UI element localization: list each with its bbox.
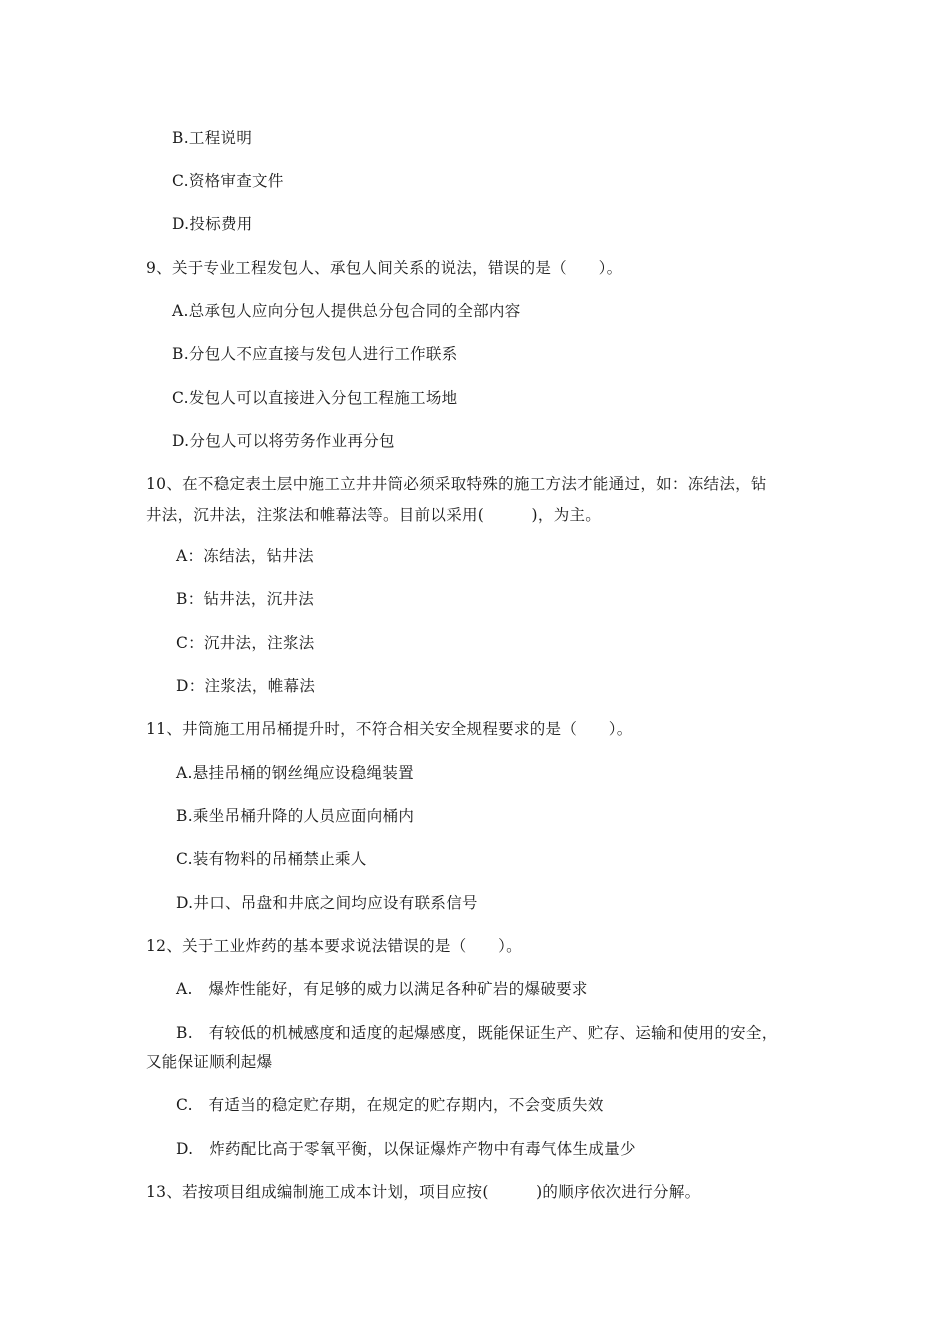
q9-option-d: D.分包人可以将劳务作业再分包 [172, 432, 395, 450]
q10-stem-line-2: 井法，沉井法，注浆法和帷幕法等。目前以采用( )，为主。 [146, 506, 602, 524]
q10-option-b: B：钻井法，沉井法 [176, 590, 315, 608]
q11-stem: 11、井筒施工用吊桶提升时，不符合相关安全规程要求的是（ ）。 [146, 720, 633, 738]
q11-option-b: B.乘坐吊桶升降的人员应面向桶内 [176, 807, 415, 825]
q8-option-b: B.工程说明 [172, 129, 253, 147]
q12-option-d: D. 炸药配比高于零氧平衡，以保证爆炸产物中有毒气体生成量少 [176, 1140, 636, 1158]
q10-stem-line-1: 10、在不稳定表土层中施工立井井筒必须采取特殊的施工方法才能通过，如：冻结法，钻 [146, 475, 767, 493]
q10-option-a: A：冻结法，钻井法 [176, 547, 314, 565]
q9-option-a: A.总承包人应向分包人提供总分包合同的全部内容 [172, 302, 521, 320]
q12-option-b-line-1: B. 有较低的机械感度和适度的起爆感度，既能保证生产、贮存、运输和使用的安全， [176, 1024, 778, 1042]
q10-option-d: D：注浆法，帷幕法 [176, 677, 316, 695]
q8-option-d: D.投标费用 [172, 215, 253, 233]
q12-option-c: C. 有适当的稳定贮存期，在规定的贮存期内，不会变质失效 [176, 1096, 604, 1114]
q9-stem: 9、关于专业工程发包人、承包人间关系的说法，错误的是（ ）。 [146, 259, 623, 277]
q12-option-b-line-2: 又能保证顺利起爆 [146, 1053, 273, 1071]
q9-option-b: B.分包人不应直接与发包人进行工作联系 [172, 345, 458, 363]
q12-stem: 12、关于工业炸药的基本要求说法错误的是（ ）。 [146, 937, 522, 955]
q13-stem: 13、若按项目组成编制施工成本计划，项目应按( )的顺序依次进行分解。 [146, 1183, 701, 1201]
q10-option-c: C：沉井法，注浆法 [176, 634, 315, 652]
q8-option-c: C.资格审查文件 [172, 172, 284, 190]
q11-option-d: D.井口、吊盘和井底之间均应设有联系信号 [176, 894, 478, 912]
q12-option-a: A. 爆炸性能好，有足够的威力以满足各种矿岩的爆破要求 [176, 980, 588, 998]
q11-option-a: A.悬挂吊桶的钢丝绳应设稳绳装置 [176, 764, 414, 782]
q9-option-c: C.发包人可以直接进入分包工程施工场地 [172, 389, 458, 407]
q11-option-c: C.装有物料的吊桶禁止乘人 [176, 850, 367, 868]
